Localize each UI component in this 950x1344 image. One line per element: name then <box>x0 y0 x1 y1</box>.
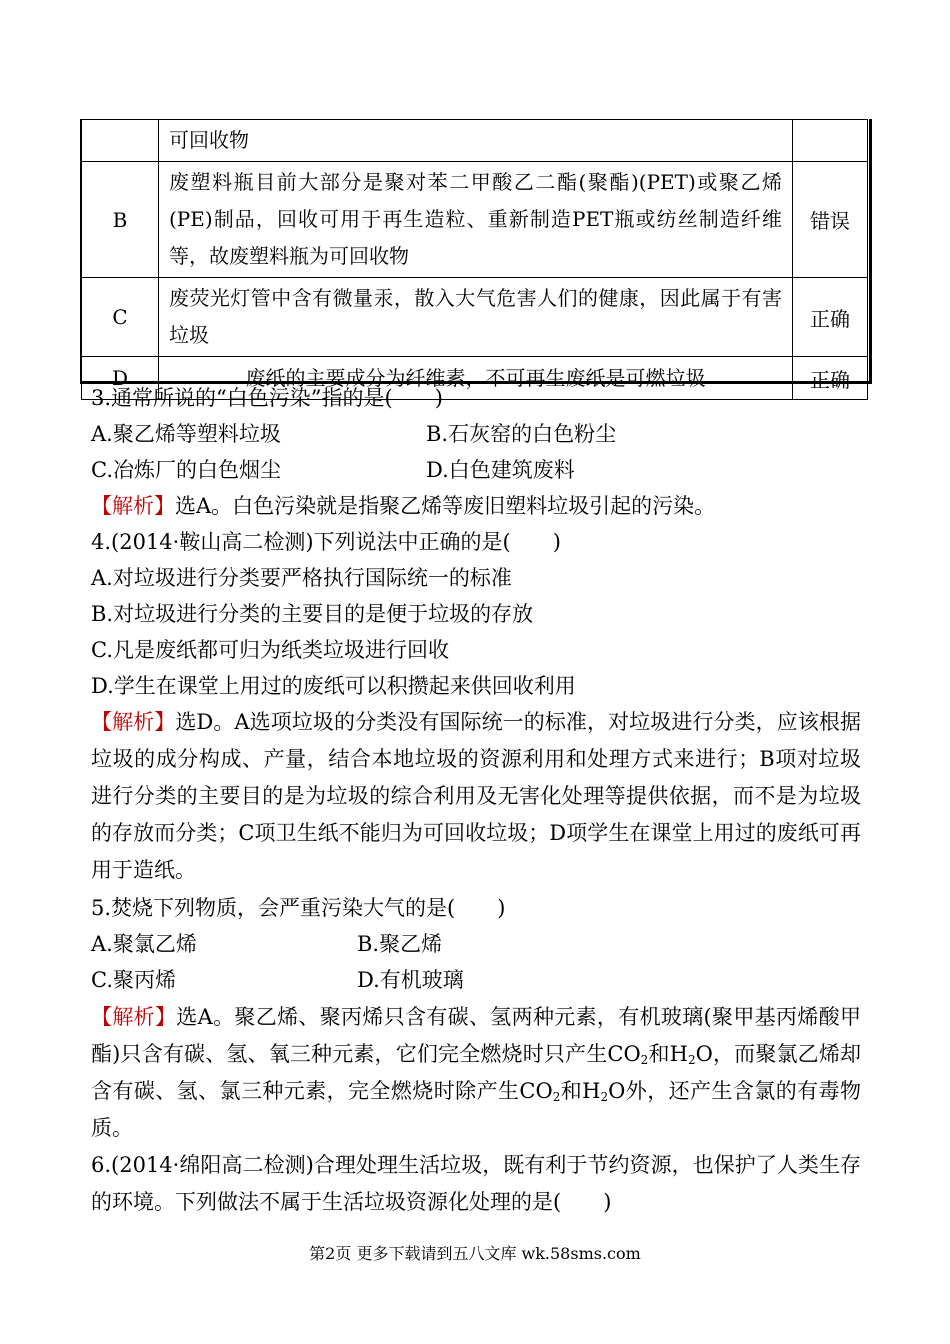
row-label: B <box>82 162 159 278</box>
row-text: 可回收物 <box>159 120 793 162</box>
row-text: 废纸的主要成分为纤维素，不可再生废纸是可燃垃圾 <box>159 357 793 400</box>
subscript: 2 <box>552 1090 561 1104</box>
q5-analysis <box>91 999 861 1147</box>
analysis-text-4: 和H <box>560 1079 601 1103</box>
analysis-text-3: O，而聚氯乙烯却含有碳、氢、氯三种元素，完全燃烧时除产生CO <box>91 1042 861 1103</box>
analysis-tag: 【解析】 <box>91 494 175 518</box>
question-4: 4.(2014·鞍山高二检测)下列说法中正确的是( ) <box>91 530 561 554</box>
row-text: 废荧光灯管中含有微量汞，散入大气危害人们的健康，因此属于有害垃圾 <box>159 278 793 357</box>
q3-analysis <box>91 492 715 520</box>
analysis-text-1: 选A。聚乙烯、聚丙烯只含有碳、氢两种元素，有机玻璃(聚甲基丙烯酸甲酯)只含有碳、氢、氧三种元素，它们完全燃烧时只产生CO <box>91 1005 861 1066</box>
q4-option-b: B.对垃圾进行分类的主要目的是便于垃圾的存放 <box>91 602 534 626</box>
analysis-text-5: O外，还产生含氯的有毒物质。 <box>91 1079 861 1140</box>
question-6: 6.(2014·绵阳高二检测)合理处理生活垃圾，既有利于节约资源，也保护了人类生存的环境。下列做法不属于生活垃圾资源化处理的是( ) <box>91 1153 861 1214</box>
q3-option-b: B.石灰窑的白色粉尘 <box>426 422 617 446</box>
q5-option-a: A.聚氯乙烯 <box>91 932 197 956</box>
table-row <box>82 120 868 162</box>
row-result: 错误 <box>793 162 868 278</box>
analysis-text-2: 和H <box>648 1042 688 1066</box>
table-row <box>82 278 868 357</box>
question-5: 5.焚烧下列物质，会严重污染大气的是( ) <box>91 896 506 920</box>
row-result <box>793 120 868 162</box>
page-footer: 第2页 更多下载请到五八文库 wk.58sms.com <box>309 1244 641 1263</box>
q5-option-c: C.聚丙烯 <box>91 968 176 992</box>
q4-analysis <box>91 704 861 889</box>
row-label: D <box>82 357 159 400</box>
table-row <box>82 162 868 278</box>
row-text: 废塑料瓶目前大部分是聚对苯二甲酸乙二酯(聚酯)(PET)或聚乙烯(PE)制品，回收可用于再生造粒、重新制造PET瓶或纺丝制造纤维等，故废塑料瓶为可回收物 <box>159 162 793 278</box>
subscript: 2 <box>600 1090 609 1104</box>
q4-option-a: A.对垃圾进行分类要严格执行国际统一的标准 <box>91 566 512 590</box>
row-label <box>82 120 159 162</box>
q3-option-d: D.白色建筑废料 <box>426 458 575 482</box>
row-result: 正确 <box>793 278 868 357</box>
subscript: 2 <box>640 1053 649 1067</box>
q5-option-d: D.有机玻璃 <box>357 968 464 992</box>
analysis-text: 选D。A选项垃圾的分类没有国际统一的标准，对垃圾进行分类，应该根据垃圾的成分构成、产量，结合本地垃圾的资源利用和处理方式来进行；B项对垃圾进行分类的主要目的是为垃圾的综合利用及无害化处理等提供依据，而不是为垃圾的存放而分类；C项卫生纸不能归为可回收垃圾；D项学生在课堂上用过的废纸可再用于造纸。 <box>91 710 862 882</box>
q4-option-d: D.学生在课堂上用过的废纸可以积攒起来供回收利用 <box>91 674 576 698</box>
q4-option-c: C.凡是废纸都可归为纸类垃圾进行回收 <box>91 638 449 662</box>
analysis-tag: 【解析】 <box>91 1005 177 1029</box>
analysis-text: 选A。白色污染就是指聚乙烯等废旧塑料垃圾引起的污染。 <box>175 494 716 518</box>
q5-option-b: B.聚乙烯 <box>357 932 443 956</box>
row-result: 正确 <box>793 357 868 400</box>
q3-option-a: A.聚乙烯等塑料垃圾 <box>91 422 281 446</box>
subscript: 2 <box>687 1053 696 1067</box>
q3-option-c: C.冶炼厂的白色烟尘 <box>91 458 281 482</box>
analysis-tag: 【解析】 <box>91 710 176 734</box>
answer-table <box>81 119 868 400</box>
row-label: C <box>82 278 159 357</box>
question-3: 3.通常所说的“白色污染”指的是( ) <box>91 386 443 410</box>
